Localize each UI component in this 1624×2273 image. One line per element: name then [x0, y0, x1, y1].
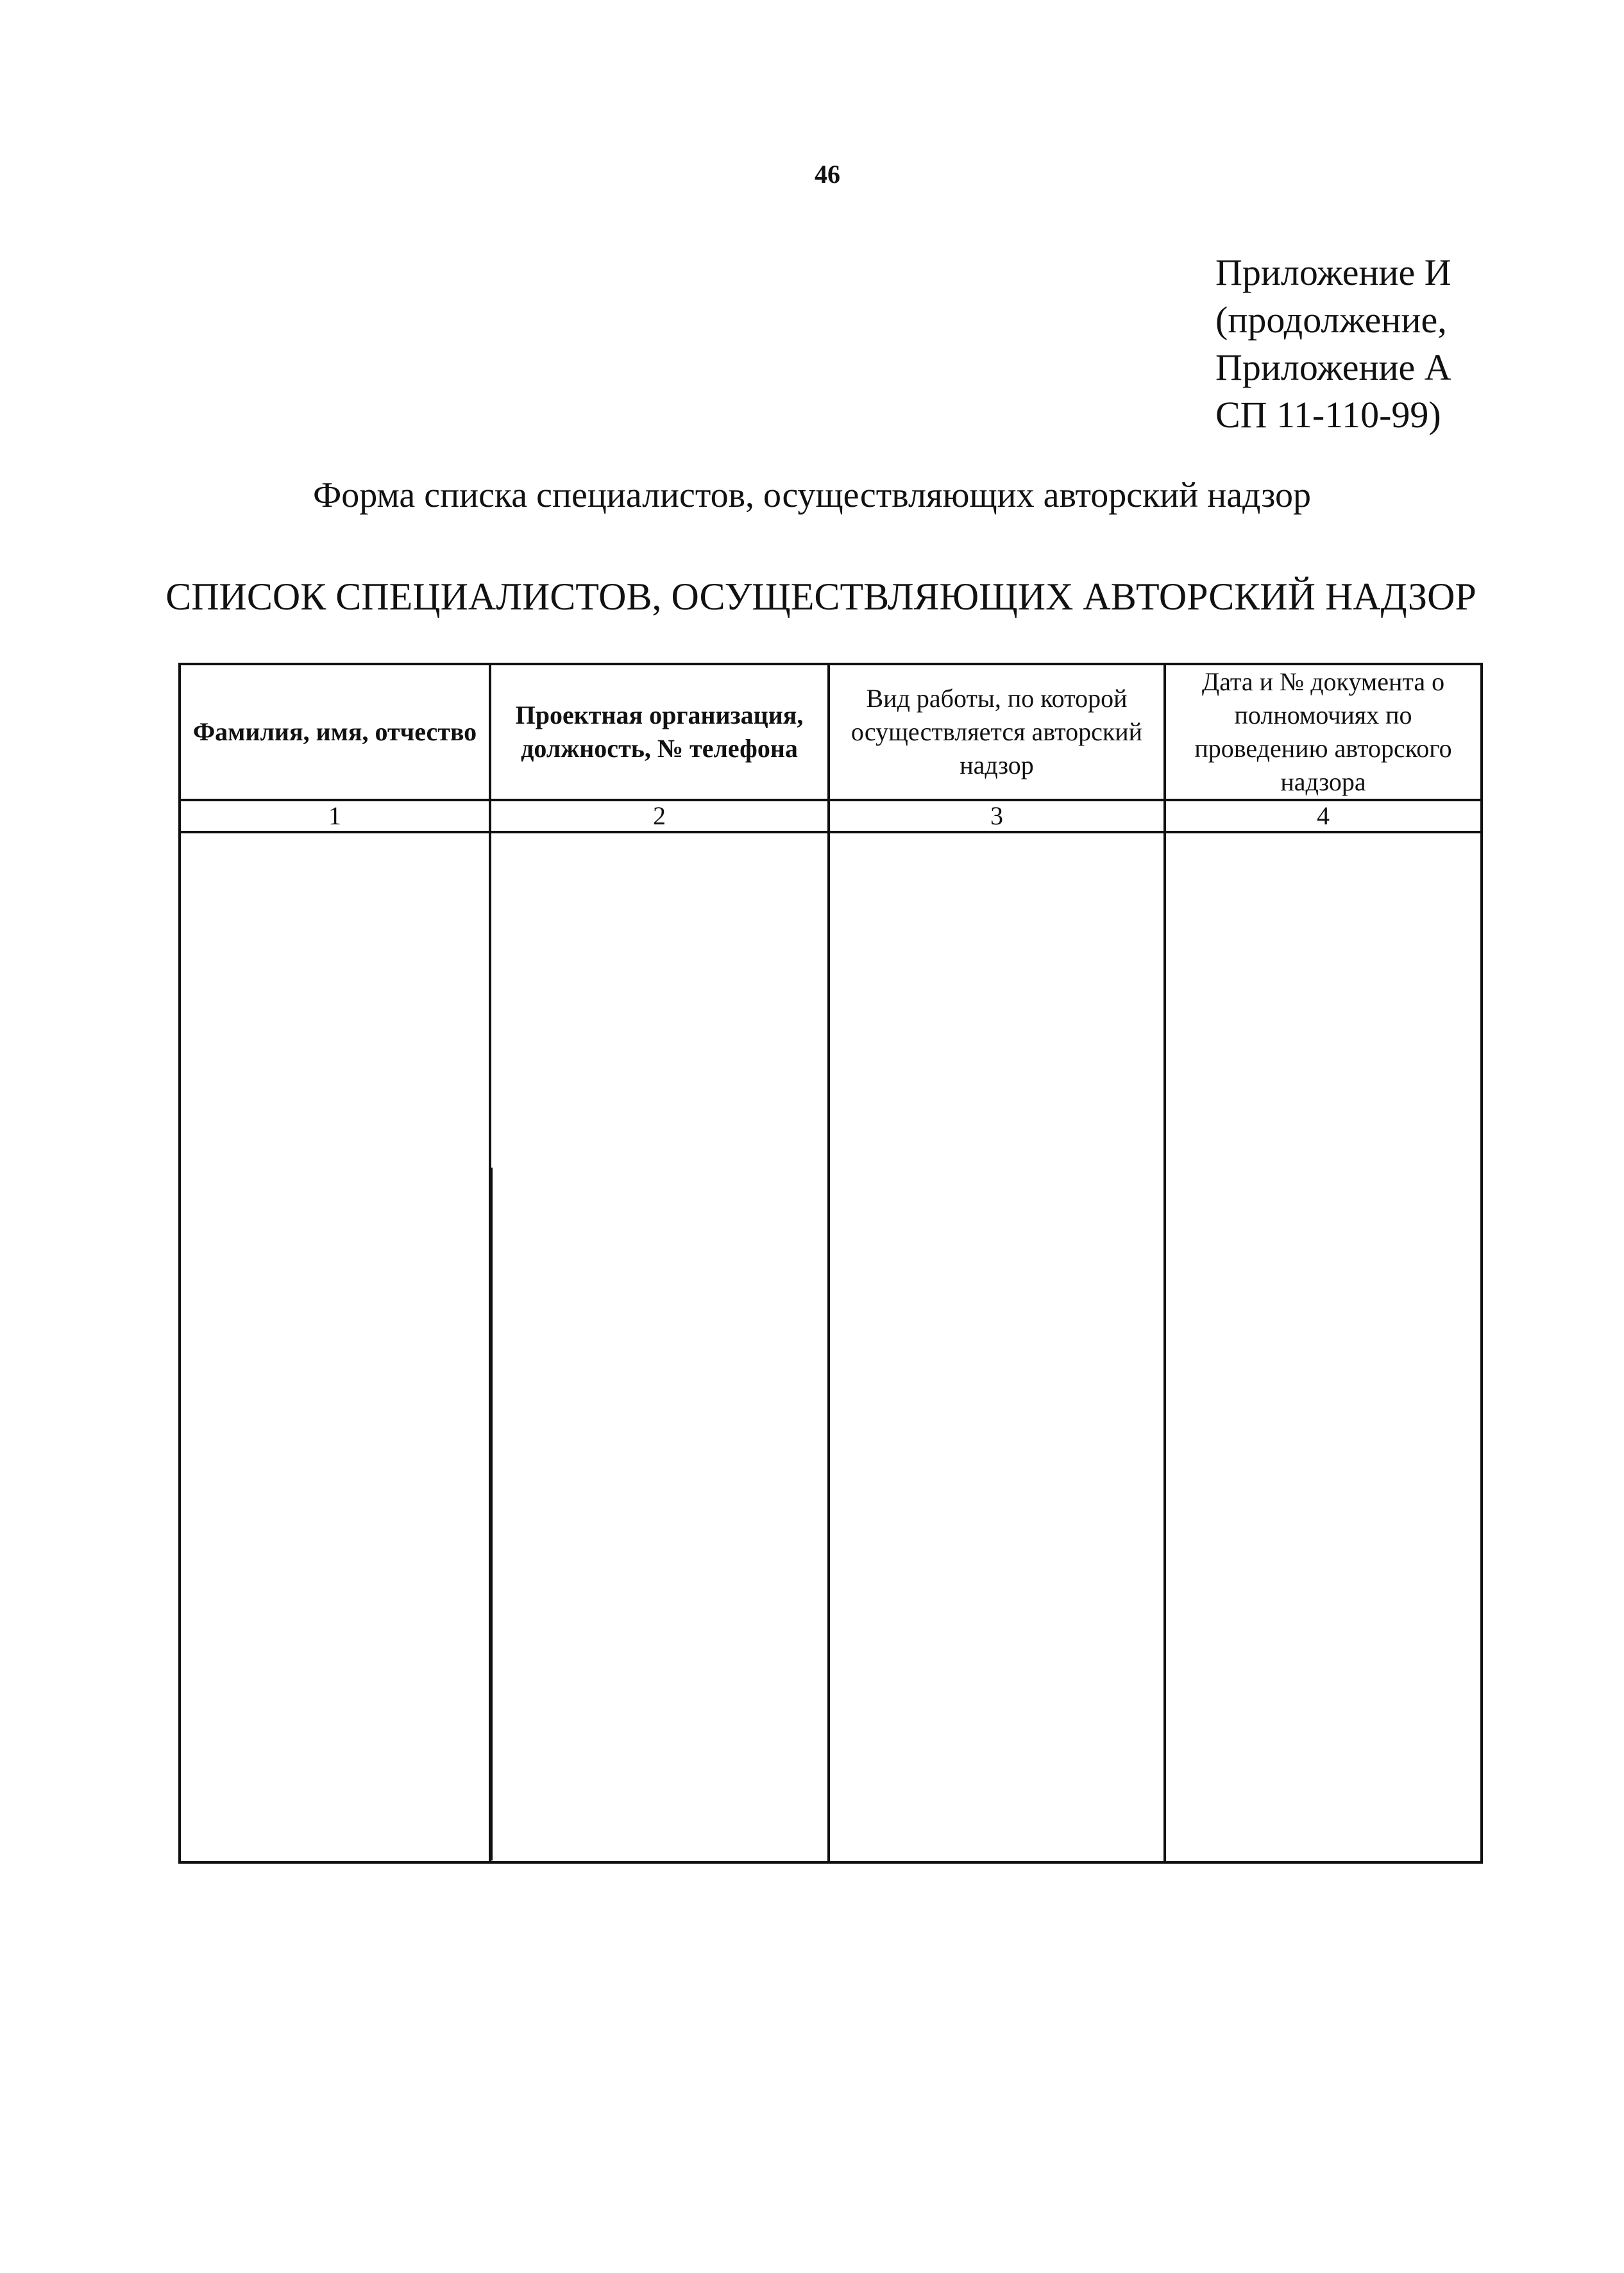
appendix-line: Приложение И: [1215, 251, 1451, 293]
header-organization: Проектная организация, должность, № телефона: [490, 664, 829, 800]
table-row: [180, 832, 1482, 1862]
cell-full-name: [180, 832, 490, 1862]
appendix-line: (продолжение,: [1215, 299, 1447, 341]
header-work-type: Вид работы, по которой осуществляется авторский надзор: [829, 664, 1165, 800]
cell-authority-document: [1165, 832, 1482, 1862]
table-header-row: [180, 664, 1482, 800]
appendix-line: СП 11-110-99): [1215, 394, 1441, 436]
column-number: 4: [1165, 800, 1482, 832]
column-number: 1: [180, 800, 490, 832]
form-title: Форма списка специалистов, осуществляющих авторский надзор: [312, 475, 1312, 515]
cell-work-type: [829, 832, 1165, 1862]
cell-organization: [490, 832, 829, 1862]
specialists-table: [178, 663, 1483, 1864]
header-full-name: Фамилия, имя, отчество: [180, 664, 490, 800]
page-number: 46: [815, 160, 840, 189]
header-authority-document: Дата и № документа о полномочиях по проведению авторского надзора: [1165, 664, 1482, 800]
list-title: СПИСОК СПЕЦИАЛИСТОВ, ОСУЩЕСТВЛЯЮЩИХ АВТОРСКИЙ НАДЗОР: [165, 575, 1476, 618]
appendix-line: Приложение А: [1215, 346, 1451, 388]
appendix-reference: [1215, 249, 1600, 439]
column-number-row: [180, 800, 1482, 832]
column-number: 2: [490, 800, 829, 832]
column-number: 3: [829, 800, 1165, 832]
scan-line-artifact: [490, 1168, 493, 1860]
